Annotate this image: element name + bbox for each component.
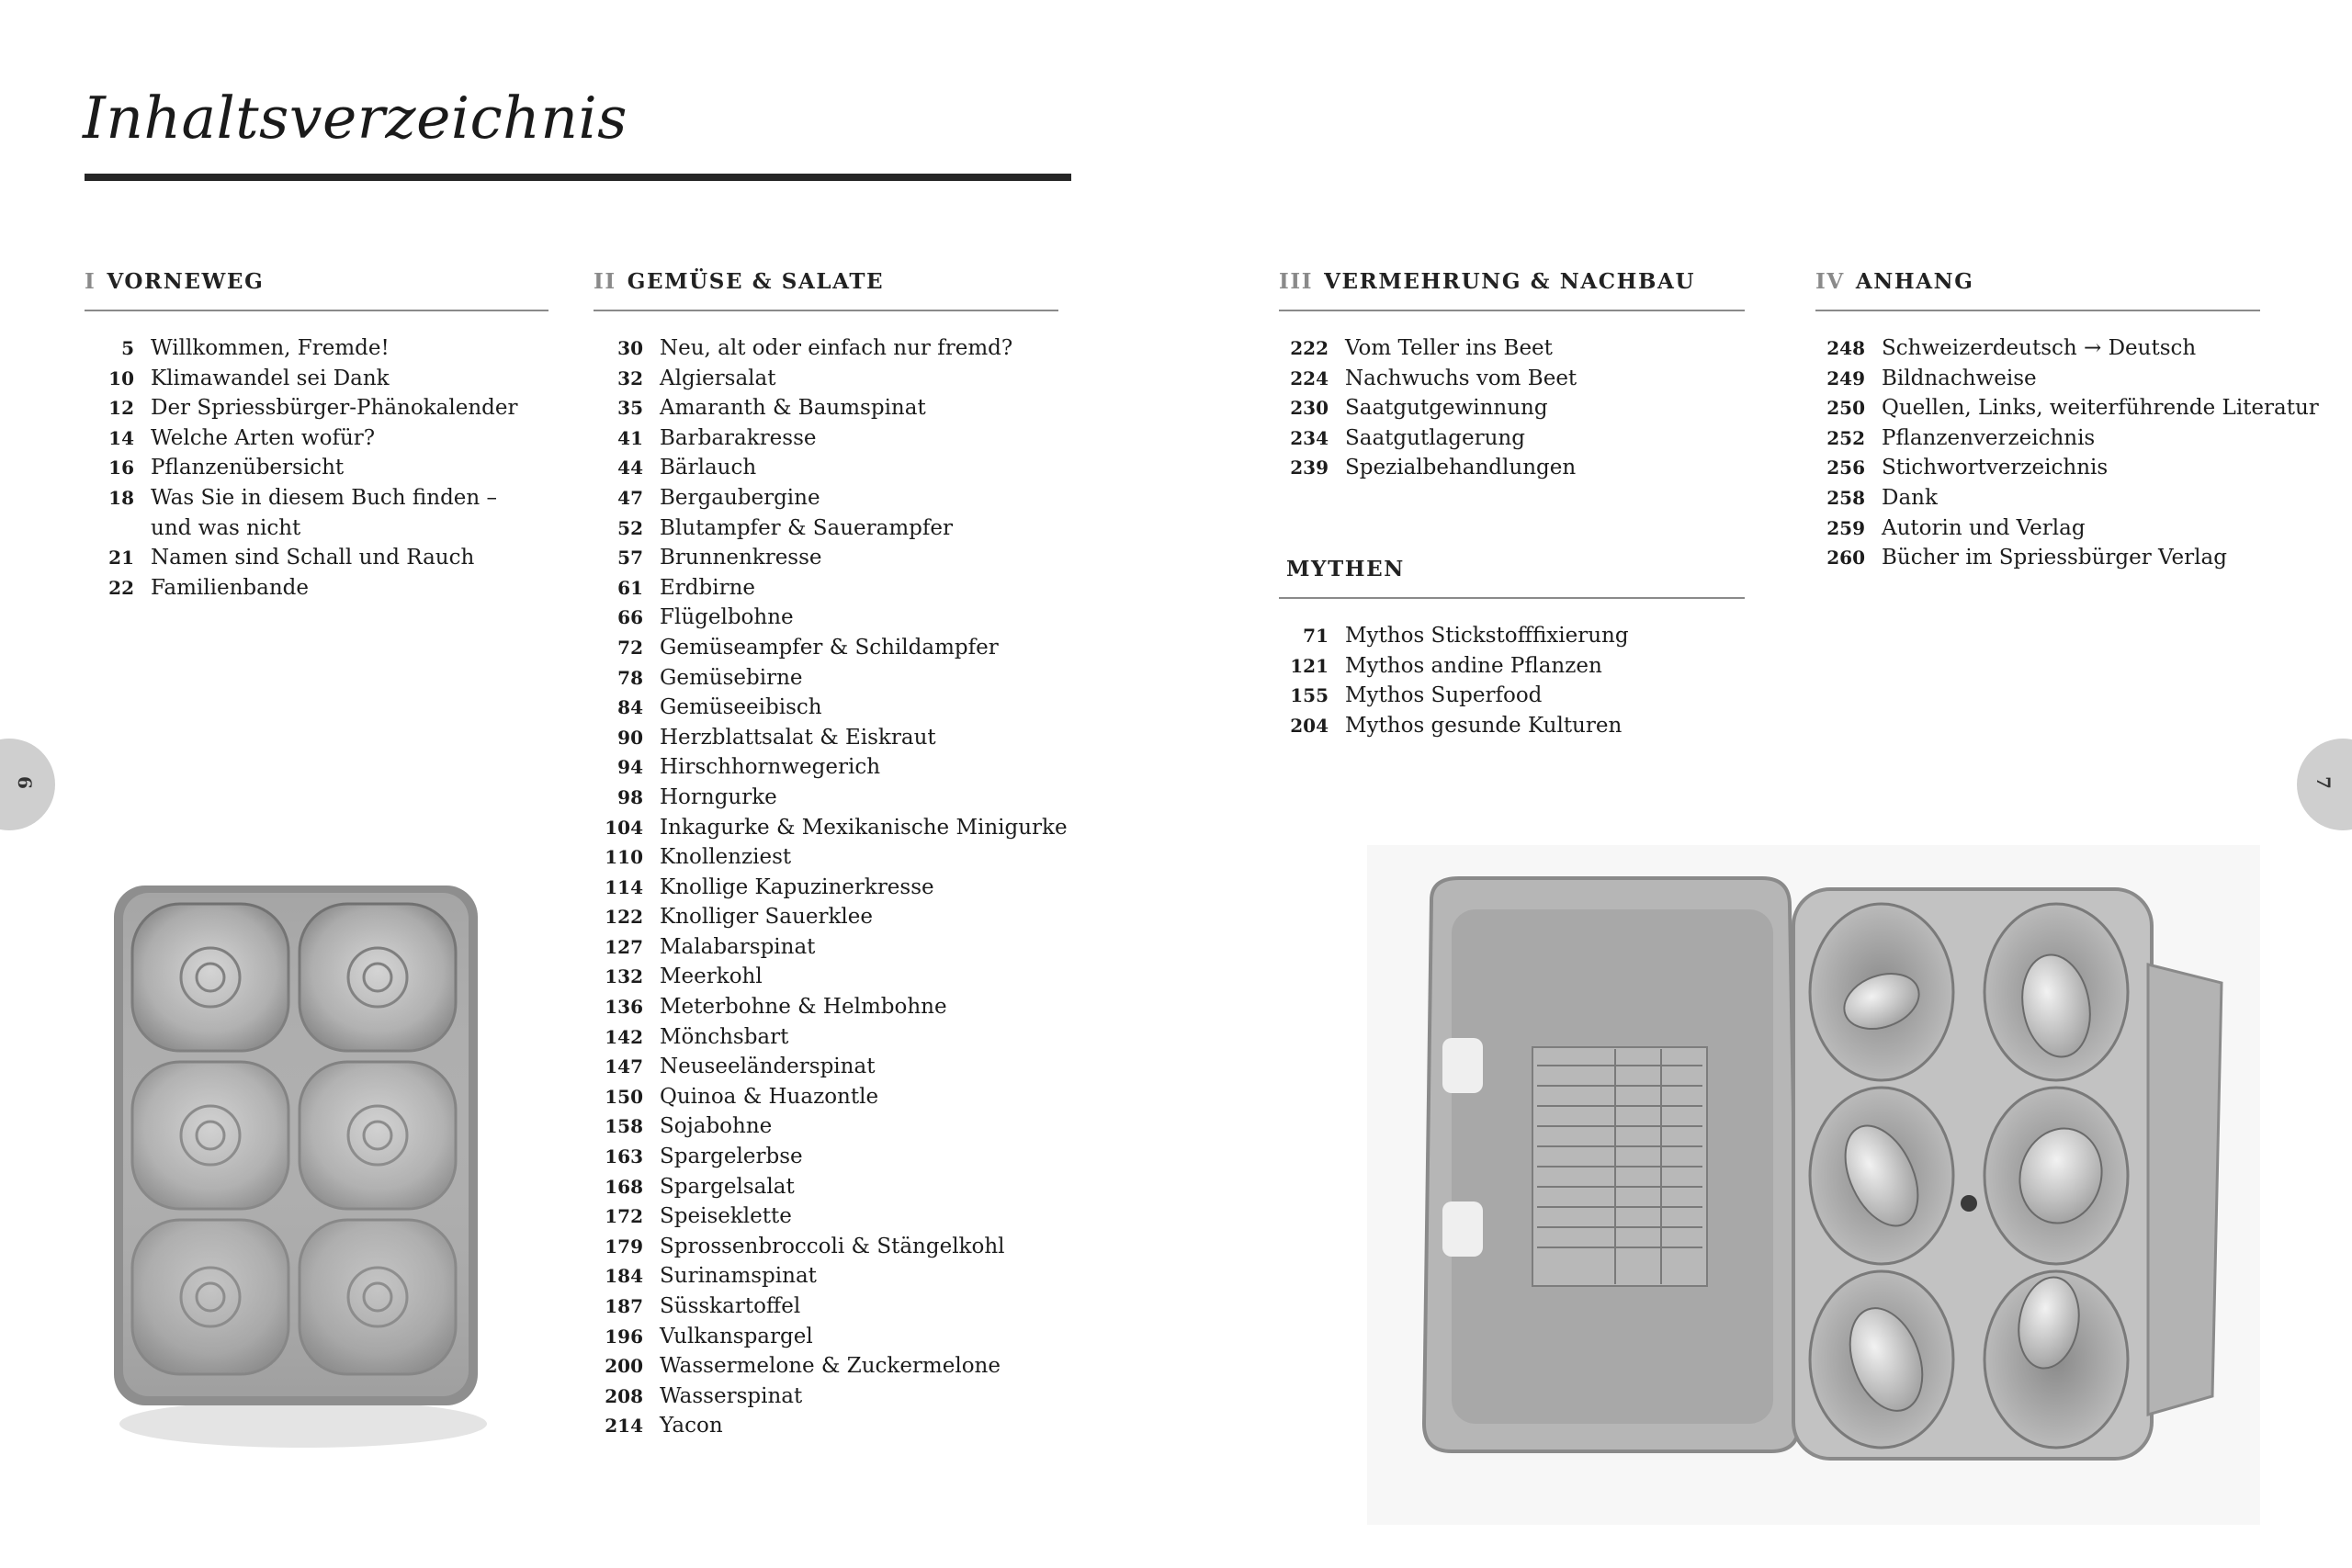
- toc-entry-title: Familienbande: [151, 575, 309, 600]
- toc-entry: [1279, 393, 1745, 423]
- toc-entry-title: Horngurke: [660, 784, 777, 809]
- toc-page-number: 66: [617, 606, 643, 629]
- toc-entry: [594, 513, 1058, 544]
- toc-entry: [594, 573, 1058, 604]
- toc-entry: [594, 663, 1058, 694]
- section-label: GEMÜSE & SALATE: [627, 269, 885, 294]
- toc-page-number: 136: [605, 996, 643, 1019]
- toc-entry-title: Brunnenkresse: [660, 546, 822, 570]
- toc-entry-title: Algiersalat: [660, 366, 776, 390]
- toc-page-number: 163: [605, 1145, 643, 1168]
- toc-page-number: 98: [617, 785, 643, 808]
- toc-page-number: 214: [605, 1415, 643, 1438]
- toc-page-number: 30: [617, 337, 643, 359]
- toc-entry-title: Mythos andine Pflanzen: [1345, 653, 1602, 678]
- toc-entry-title: Mythos Stickstofffixierung: [1345, 624, 1629, 648]
- toc-page-number: 168: [605, 1175, 643, 1198]
- toc-page-number: 14: [108, 426, 134, 449]
- toc-page-number: 249: [1826, 367, 1865, 389]
- toc-entry: [1279, 423, 1745, 454]
- toc-entry-title: Wasserspinat: [660, 1383, 803, 1408]
- toc-entry: [594, 1261, 1058, 1292]
- toc-page-number: 150: [605, 1085, 643, 1108]
- toc-entry-title: Willkommen, Fremde!: [151, 336, 390, 360]
- toc-entry: [594, 902, 1058, 932]
- toc-entry-title: Autorin und Verlag: [1882, 515, 2086, 540]
- toc-page-number: 90: [617, 726, 643, 749]
- toc-page-number: 204: [1290, 714, 1329, 737]
- toc-entry: [594, 1022, 1058, 1053]
- toc-entry-title: Der Spriessbürger-Phänokalender: [151, 396, 518, 421]
- toc-page-number: 18: [108, 486, 134, 509]
- toc-page-number: 147: [605, 1055, 643, 1078]
- toc-page-number: 252: [1826, 426, 1865, 449]
- toc-entry-title: Knollenziest: [660, 845, 792, 870]
- toc-entry-title: Blutampfer & Sauerampfer: [660, 515, 954, 540]
- toc-entry-title: Quinoa & Huazontle: [660, 1084, 879, 1109]
- toc-entry-title: Amaranth & Baumspinat: [660, 396, 926, 421]
- section-number: III: [1279, 269, 1314, 294]
- page-title: Inhaltsverzeichnis: [83, 85, 628, 152]
- toc-entry-title: Gemüseeibisch: [660, 695, 822, 720]
- toc-entry-title: [151, 483, 497, 543]
- toc-entry: [594, 1082, 1058, 1112]
- toc-entry: [594, 1142, 1058, 1172]
- toc-entry-title: Flügelbohne: [660, 605, 794, 630]
- toc-entry: [1815, 393, 2319, 423]
- section-label: ANHANG: [1855, 269, 1974, 294]
- toc-entry: [85, 333, 548, 364]
- toc-page-number: 224: [1290, 367, 1329, 389]
- toc-page-number: 142: [605, 1025, 643, 1048]
- toc-entry-title: Spargelerbse: [660, 1145, 803, 1169]
- toc-entry: [85, 423, 548, 454]
- toc-page-number: 196: [605, 1325, 643, 1348]
- toc-page-number: 71: [1303, 625, 1329, 647]
- toc-page-number: 155: [1290, 684, 1329, 707]
- toc-entry: [594, 1111, 1058, 1142]
- toc-page-number: 234: [1290, 426, 1329, 449]
- toc-entry-title: Dank: [1882, 485, 1938, 510]
- toc-entry: [85, 483, 548, 543]
- toc-list: [85, 311, 548, 603]
- section-number: I: [85, 269, 96, 294]
- toc-entry: [594, 1292, 1058, 1322]
- toc-entry-title: Nachwuchs vom Beet: [1345, 366, 1577, 390]
- toc-entry-title: Neuseeländerspinat: [660, 1055, 876, 1079]
- toc-entry-title: Pflanzenverzeichnis: [1882, 425, 2096, 450]
- toc-page-number: 260: [1826, 547, 1865, 570]
- toc-entry-title: Gemüsebirne: [660, 665, 803, 690]
- toc-page-number: 230: [1290, 397, 1329, 420]
- section-anhang: [1815, 269, 2319, 573]
- toc-entry: [1279, 453, 1745, 483]
- toc-entry-title: Meerkohl: [660, 964, 763, 989]
- toc-entry-title: Vom Teller ins Beet: [1345, 336, 1553, 360]
- toc-entry: [1279, 333, 1745, 364]
- section-gemuese-salate: [594, 269, 1068, 1441]
- toc-entry: [594, 752, 1058, 783]
- toc-entry-title: Namen sind Schall und Rauch: [151, 546, 475, 570]
- toc-entry: [594, 813, 1068, 843]
- toc-entry-title: Malabarspinat: [660, 934, 816, 959]
- section-vorneweg: [85, 269, 548, 603]
- toc-entry-title: Gemüseampfer & Schildampfer: [660, 635, 999, 660]
- toc-entry: [594, 603, 1058, 633]
- toc-entry-title: Saatgutgewinnung: [1345, 396, 1548, 421]
- page-number-left: 6: [13, 776, 36, 789]
- toc-entry-title: Spezialbehandlungen: [1345, 456, 1577, 480]
- toc-page-number: 52: [617, 516, 643, 539]
- toc-entry: [1279, 681, 1745, 711]
- toc-entry: [594, 1411, 1058, 1441]
- section-vermehrung-nachbau: [1279, 269, 1745, 483]
- toc-page-number: 172: [605, 1205, 643, 1228]
- toc-page-number: 22: [108, 576, 134, 599]
- toc-entry: [594, 333, 1058, 364]
- toc-entry-title: Welche Arten wofür?: [151, 425, 376, 450]
- toc-page-number: 12: [108, 397, 134, 420]
- toc-page-number: 41: [617, 426, 643, 449]
- toc-entry: [594, 1382, 1058, 1412]
- egg-carton-open-image: [1367, 845, 2260, 1525]
- toc-entry-title: Wassermelone & Zuckermelone: [660, 1354, 1001, 1379]
- toc-page-number: 187: [605, 1295, 643, 1317]
- toc-page-number: 179: [605, 1235, 643, 1258]
- toc-entry: [1815, 513, 2260, 544]
- toc-entry: [1279, 364, 1745, 394]
- toc-page-number: 200: [605, 1355, 643, 1378]
- toc-entry-title: Bärlauch: [660, 456, 757, 480]
- toc-entry-title: Schweizerdeutsch → Deutsch: [1882, 336, 2197, 360]
- toc-entry-title: Inkagurke & Mexikanische Minigurke: [660, 815, 1068, 840]
- toc-entry-title: Spargelsalat: [660, 1174, 795, 1199]
- section-label: MYTHEN: [1286, 557, 1405, 581]
- egg-carton-closed-image: [101, 873, 505, 1461]
- toc-entry: [85, 364, 548, 394]
- toc-entry-title: Mönchsbart: [660, 1024, 789, 1049]
- section-label: VORNEWEG: [107, 269, 265, 294]
- toc-page-number: 158: [605, 1115, 643, 1138]
- toc-entry-title: Sprossenbroccoli & Stängelkohl: [660, 1234, 1005, 1258]
- toc-entry-title: Mythos gesunde Kulturen: [1345, 713, 1623, 738]
- toc-entry-title: Neu, alt oder einfach nur fremd?: [660, 336, 1013, 360]
- title-rule: [85, 174, 1071, 181]
- section-heading: [1279, 269, 1745, 311]
- toc-page-number: 250: [1826, 397, 1865, 420]
- toc-entry: [594, 1351, 1058, 1382]
- toc-list: [594, 311, 1068, 1441]
- toc-entry: [594, 842, 1058, 873]
- toc-page-number: 94: [617, 756, 643, 779]
- toc-entry-title: Süsskartoffel: [660, 1294, 801, 1318]
- toc-entry-title: Saatgutlagerung: [1345, 425, 1525, 450]
- toc-page-number: 259: [1826, 516, 1865, 539]
- toc-entry: [594, 873, 1058, 903]
- toc-entry-title: Surinamspinat: [660, 1264, 817, 1289]
- toc-page-number: 10: [108, 367, 134, 389]
- section-heading: [1279, 557, 1745, 599]
- toc-entry: [85, 543, 548, 573]
- toc-page-number: 222: [1290, 337, 1329, 359]
- section-number: IV: [1815, 269, 1845, 294]
- toc-entry: [1279, 651, 1745, 682]
- toc-page-number: 132: [605, 965, 643, 988]
- toc-entry: [1279, 621, 1745, 651]
- toc-entry: [85, 393, 548, 423]
- toc-page-number: 110: [605, 846, 643, 869]
- toc-entry-title: Bildnachweise: [1882, 366, 2037, 390]
- toc-page-number: 84: [617, 696, 643, 719]
- toc-entry: [594, 992, 1058, 1022]
- toc-entry: [85, 573, 548, 604]
- toc-page-number: 32: [617, 367, 643, 389]
- toc-entry-title: Speiseklette: [660, 1204, 792, 1229]
- toc-page-number: 78: [617, 666, 643, 689]
- toc-entry: [1815, 543, 2260, 573]
- section-heading: [594, 269, 1058, 311]
- toc-page-number: 256: [1826, 457, 1865, 479]
- toc-entry: [594, 1201, 1058, 1232]
- toc-entry-title: Mythos Superfood: [1345, 683, 1543, 708]
- section-mythen: [1279, 557, 1745, 740]
- section-label: VERMEHRUNG & NACHBAU: [1324, 269, 1696, 294]
- page-number-tab-left: [0, 739, 55, 830]
- toc-entry-title-line: Was Sie in diesem Buch finden –: [151, 485, 498, 510]
- toc-page-number: 5: [121, 337, 134, 359]
- toc-entry: [594, 1232, 1058, 1262]
- toc-page-number: 121: [1290, 654, 1329, 677]
- toc-entry: [594, 962, 1058, 992]
- toc-entry: [85, 453, 548, 483]
- page-number-tab-right: [2297, 739, 2352, 830]
- toc-list: [1279, 311, 1745, 483]
- toc-entry-title: Knollige Kapuzinerkresse: [660, 874, 934, 899]
- toc-entry-title: Klimawandel sei Dank: [151, 366, 390, 390]
- toc-entry-title: Barbarakresse: [660, 425, 817, 450]
- toc-entry-title: Erdbirne: [660, 575, 756, 600]
- toc-page-number: 184: [605, 1265, 643, 1288]
- toc-page-number: 44: [617, 457, 643, 479]
- toc-entry: [594, 693, 1058, 723]
- toc-entry-title: Pflanzenübersicht: [151, 456, 345, 480]
- toc-entry-title: Yacon: [660, 1414, 723, 1438]
- toc-entry-title: Quellen, Links, weiterführende Literatur: [1882, 396, 2319, 421]
- toc-page-number: 47: [617, 486, 643, 509]
- toc-entry: [594, 543, 1058, 573]
- toc-entry: [594, 932, 1058, 963]
- toc-page-number: 35: [617, 397, 643, 420]
- toc-page-number: 127: [605, 935, 643, 958]
- toc-entry: [594, 453, 1058, 483]
- toc-page-number: 239: [1290, 457, 1329, 479]
- toc-entry: [1279, 711, 1745, 741]
- toc-entry: [1815, 364, 2260, 394]
- toc-entry-title: Meterbohne & Helmbohne: [660, 995, 947, 1020]
- toc-page-number: 248: [1826, 337, 1865, 359]
- toc-page-number: 72: [617, 636, 643, 659]
- toc-entry: [594, 393, 1058, 423]
- section-heading: [85, 269, 548, 311]
- toc-list: [1279, 599, 1745, 740]
- toc-page-number: 122: [605, 906, 643, 929]
- toc-entry-title: Vulkanspargel: [660, 1324, 813, 1348]
- toc-list: [1815, 311, 2319, 573]
- toc-entry-title: Stichwortverzeichnis: [1882, 456, 2109, 480]
- toc-page-number: 258: [1826, 486, 1865, 509]
- toc-page-number: 57: [617, 547, 643, 570]
- toc-entry: [1815, 423, 2260, 454]
- toc-entry: [594, 783, 1058, 813]
- toc-page-number: 16: [108, 457, 134, 479]
- section-number: II: [594, 269, 616, 294]
- toc-entry-title-line: und was nicht: [151, 515, 301, 540]
- toc-entry: [594, 423, 1058, 454]
- toc-entry: [594, 633, 1058, 663]
- toc-entry: [1815, 333, 2260, 364]
- toc-page-number: 61: [617, 576, 643, 599]
- toc-entry: [594, 723, 1058, 753]
- page-number-right: 7: [2312, 776, 2335, 789]
- toc-entry: [594, 364, 1058, 394]
- toc-entry: [1815, 453, 2260, 483]
- toc-page-number: 114: [605, 875, 643, 898]
- toc-entry: [1815, 483, 2260, 513]
- toc-entry: [594, 1052, 1058, 1082]
- toc-entry-title: Sojabohne: [660, 1114, 773, 1139]
- toc-page-number: 104: [605, 816, 643, 839]
- section-heading: [1815, 269, 2260, 311]
- toc-entry-title: Bücher im Spriessbürger Verlag: [1882, 546, 2227, 570]
- toc-entry-title: Herzblattsalat & Eiskraut: [660, 725, 936, 750]
- toc-entry-title: Hirschhornwegerich: [660, 755, 881, 780]
- toc-entry: [594, 1322, 1058, 1352]
- toc-entry: [594, 1172, 1058, 1202]
- toc-entry-title: Knolliger Sauerklee: [660, 905, 873, 930]
- toc-entry-title: Bergaubergine: [660, 485, 820, 510]
- toc-page-number: 208: [605, 1384, 643, 1407]
- toc-page-number: 21: [108, 547, 134, 570]
- toc-entry: [594, 483, 1058, 513]
